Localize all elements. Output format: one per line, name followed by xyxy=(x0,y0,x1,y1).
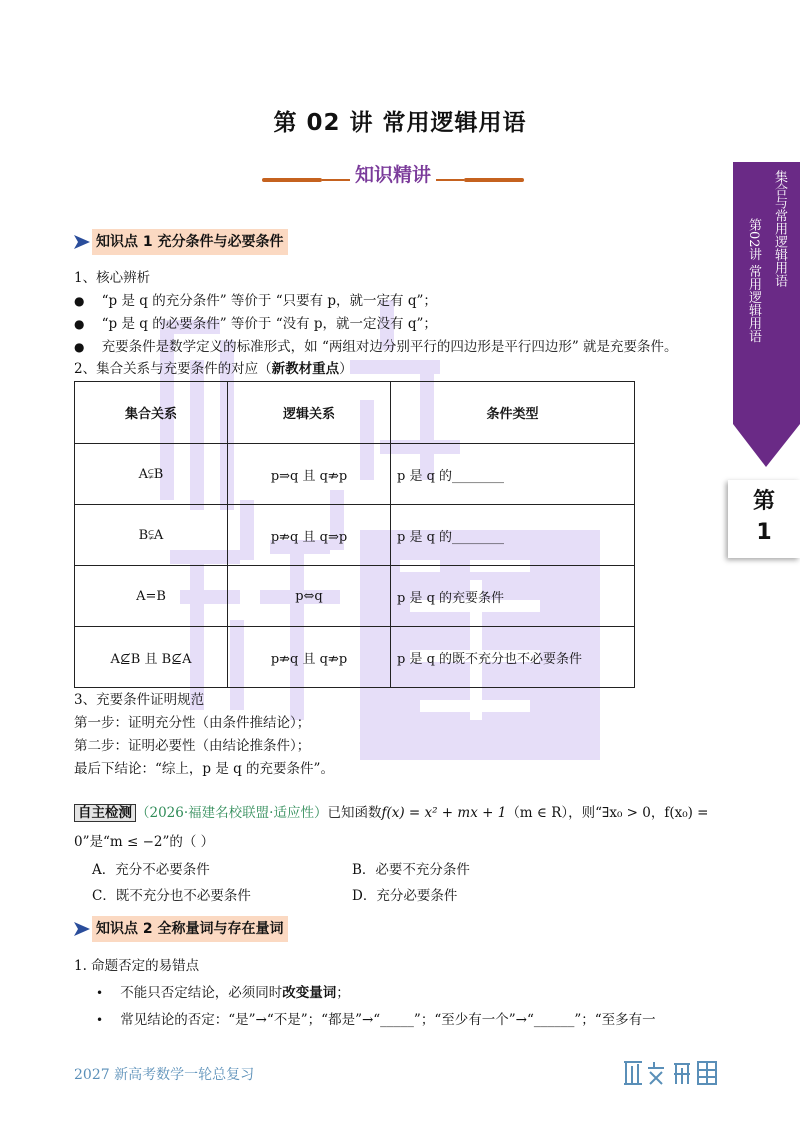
table-cell: A⊈B 且 B⊈A xyxy=(75,627,228,688)
table-cell: A=B xyxy=(75,566,228,627)
question-condition: （m ∈ R），则“∃x₀ > 0，f(x₀) = xyxy=(506,805,709,821)
table-row xyxy=(75,444,635,505)
option-a[interactable]: A．充分不必要条件 xyxy=(92,862,210,878)
footer-book-title: 2027 新高考数学一轮总复习 xyxy=(74,1067,255,1083)
table-header: 集合关系 xyxy=(75,382,228,444)
bullet-dot-icon: ● xyxy=(74,340,85,354)
arrow-icon xyxy=(74,922,90,936)
bullet-text: 常见结论的否定：“是”→“不是”；“都是”→“_____”；“至少有一个”→“______”；“至多有一 xyxy=(120,1012,656,1028)
table-header: 条件类型 xyxy=(391,382,635,444)
decor-line-left xyxy=(262,178,322,182)
ribbon-chapter-title: 集合与常用逻辑用语 xyxy=(772,170,787,287)
option-c[interactable]: C．既不充分也不必要条件 xyxy=(92,888,251,904)
s2-heading-text: 2、集合关系与充要条件的对应（ xyxy=(74,361,272,377)
arrow-icon xyxy=(74,235,90,249)
section-subtitle: 知识精讲 xyxy=(354,164,431,186)
bullet-text: “p 是 q 的必要条件” 等价于 “没有 p，就一定没有 q”； xyxy=(101,316,437,332)
question-stem: 已知函数 xyxy=(327,805,382,821)
table-cell: p 是 q 的________ xyxy=(391,505,635,566)
bullet-dot-icon: ● xyxy=(74,317,85,331)
table-cell: p 是 q 的充要条件 xyxy=(391,566,635,627)
table-header-row xyxy=(75,382,635,444)
s3-heading: 3、充要条件证明规范 xyxy=(74,692,205,708)
s2-heading-end: ） xyxy=(339,361,353,377)
decor-line-left-thin xyxy=(322,179,350,181)
bullet-item xyxy=(74,291,437,311)
s2-heading xyxy=(74,359,353,379)
footer-seal-logo xyxy=(620,1058,720,1088)
table-cell: p 是 q 的________ xyxy=(391,444,635,505)
bullet-dot-icon: • xyxy=(96,1013,104,1027)
decor-line-right-thin xyxy=(436,179,464,181)
kp1-label: 知识点 1 充分条件与必要条件 xyxy=(92,229,288,255)
bullet-item xyxy=(74,314,437,334)
question-stem-cont: 0”是“m ≤ −2”的（ ） xyxy=(74,834,215,850)
s4-heading: 1. 命题否定的易错点 xyxy=(74,958,200,974)
bullet-item xyxy=(74,337,678,357)
bullet-emphasis: 改变量词 xyxy=(282,985,337,1001)
s2-heading-emphasis: 新教材重点 xyxy=(271,361,340,377)
table-row xyxy=(75,505,635,566)
bullet-item xyxy=(96,1010,656,1030)
page-title: 第 02 讲 常用逻辑用语 xyxy=(273,110,527,136)
self-check-question xyxy=(74,803,709,823)
set-relation-table xyxy=(74,381,635,688)
question-source: （2026·福建名校联盟·适应性） xyxy=(136,805,328,821)
bullet-dot-icon: ● xyxy=(74,294,85,308)
table-cell: p⇔q xyxy=(228,566,391,627)
bullet-text: 不能只否定结论，必须同时 xyxy=(120,985,283,1001)
bullet-text-end: ； xyxy=(336,985,350,1001)
table-cell: p⇒q 且 q⇏p xyxy=(228,444,391,505)
table-row xyxy=(75,627,635,688)
table-cell: p⇏q 且 q⇒p xyxy=(228,505,391,566)
bullet-dot-icon: • xyxy=(96,986,104,1000)
bullet-text: 充要条件是数学定义的标准形式，如 “两组对边分别平行的四边形是平行四边形” 就是充要条件。 xyxy=(101,339,678,355)
table-cell: p 是 q 的既不充分也不必要条件 xyxy=(391,627,635,688)
proof-conclusion: 最后下结论：“综上，p 是 q 的充要条件”。 xyxy=(74,761,334,777)
table-cell: A⫋B xyxy=(75,444,228,505)
table-header: 逻辑关系 xyxy=(228,382,391,444)
bullet-item xyxy=(96,983,350,1003)
page-tab xyxy=(728,480,800,558)
bullet-text: “p 是 q 的充分条件” 等价于 “只要有 p，就一定有 q”； xyxy=(101,293,437,309)
proof-step-1: 第一步：证明充分性（由条件推结论）； xyxy=(74,715,311,731)
page-number: 1 xyxy=(756,520,772,545)
table-cell: p⇏q 且 q⇏p xyxy=(228,627,391,688)
tab-glyph: 第 xyxy=(752,488,775,514)
proof-step-2: 第二步：证明必要性（由结论推条件）； xyxy=(74,738,311,754)
s1-heading: 1、核心辨析 xyxy=(74,270,151,286)
table-cell: B⫋A xyxy=(75,505,228,566)
decor-line-right xyxy=(464,178,524,182)
kp2-label: 知识点 2 全称量词与存在量词 xyxy=(92,916,288,942)
ribbon-lesson-title: 第02讲 常用逻辑用语 xyxy=(746,218,761,343)
option-d[interactable]: D．充分必要条件 xyxy=(352,888,458,904)
question-function: f(x) = x² + mx + 1 xyxy=(381,805,507,821)
section-subtitle-banner xyxy=(262,160,524,190)
option-b[interactable]: B．必要不充分条件 xyxy=(352,862,470,878)
table-row xyxy=(75,566,635,627)
self-check-badge: 自主检测 xyxy=(74,804,136,822)
